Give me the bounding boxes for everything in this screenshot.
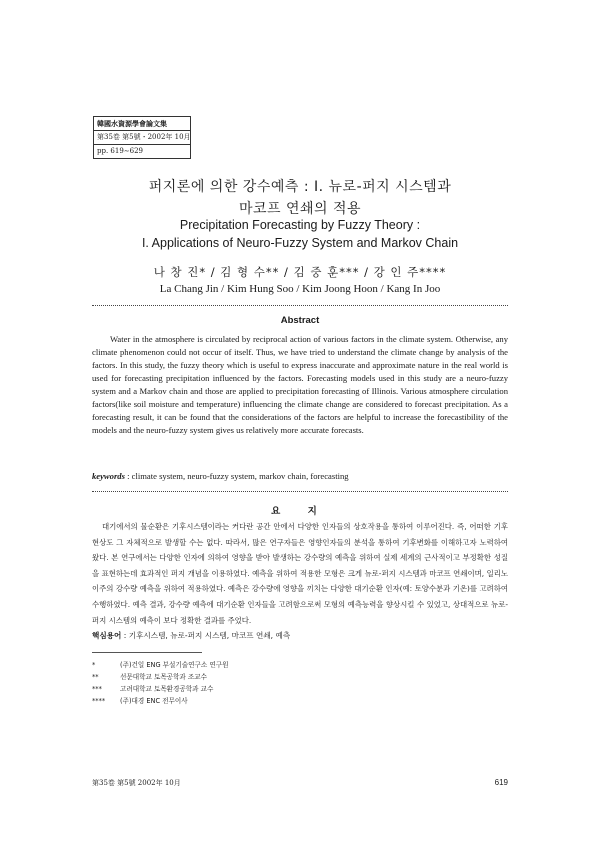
title-english-line1: Precipitation Forecasting by Fuzzy Theory : bbox=[179, 218, 421, 232]
footnote-rule bbox=[92, 652, 202, 653]
footnote-mark: *** bbox=[92, 685, 102, 693]
footer-journal-issue: 第35卷 第5號 2002年 10月 bbox=[92, 779, 181, 787]
footnote-text: (주)건일 ENG 부설기술연구소 연구원 bbox=[120, 661, 229, 669]
authors-korean: 나 창 진* / 김 형 수** / 김 중 훈*** / 강 인 주**** bbox=[153, 265, 447, 279]
top-divider bbox=[92, 305, 508, 306]
korean-abstract-body: 대기에서의 물순환은 기후시스템이라는 커다란 공간 안에서 다양한 인자들의 상호작용을 통하여 이루어진다. 즉, 어떠한 기후 현상도 그 자체적으로 발생할 수는 없다. 따라서, 많은 연구자들은 영향인자들의 분석을 통하여 기후변화를 이해하고자 노력하여 왔다. 본 연구에서는 다양한 인자에 의하여 영향을 받아 발생하는 강수량의 예측을 위하여 실제 세계의 근사적이고 부정확한 성질을 표현하는데 효과적인 퍼지 개념을 이용하였다. 예측을 위하여 적용한 모형은 크게 뉴로-퍼지 시스템과 마코프 연쇄이며, 일리노이주의 강수량 예측을 위하여 적용하였다. 예측은 강수량에 영향을 끼치는 다양한 대기순환 인자(예: 토양수분과 기온)를 고려하여 수행하였다. 예측 결과, 강수량 예측에 대기순환 인자들을 고려함으로써 모형의 예측능력을 향상시킬 수 있었고, 상대적으로 뉴로-퍼지 시스템의 예측이 보다 정확한 결과를 주었다. bbox=[92, 522, 508, 625]
journal-name: 韓國水資源學會論文集 bbox=[97, 119, 167, 128]
footnote bbox=[92, 695, 392, 707]
page-number: 619 bbox=[494, 778, 508, 787]
footnote bbox=[92, 659, 392, 671]
abstract-body: Water in the atmosphere is circulated by reciprocal action of various factors in the climate system. Otherwise, any climate phenomenon could not occur of itself. Thus, we have tried to understand the climate change by analysis of the factors. In this study, the fuzzy theory which is useful to express inaccurate and approximate nature in the real world is used for forecasting precipitation influenced by the factors. Forecasting models used in this study are a neuro-fuzzy system and a Markov chain and those are applied to precipitation forecasting of Illinois. Various atmosphere circulation factors(like soil moisture and temperature) influencing the climate change are considered to forecast precipitation. As a forecasting result, it can be found that the considerations of the factors are helpful to increase the forecastibility of the models and the neuro-fuzzy system gives us relatively more accurate forecasts. bbox=[92, 334, 508, 435]
korean-keywords-separator: : bbox=[121, 631, 129, 640]
footnote-text: 선문대학교 토목공학과 조교수 bbox=[120, 673, 207, 681]
keywords-label: keywords bbox=[92, 471, 125, 481]
authors-english: La Chang Jin / Kim Hung Soo / Kim Joong Hoon / Kang In Joo bbox=[159, 283, 441, 295]
footnote-text: (주)대경 ENC 전무이사 bbox=[120, 697, 188, 705]
keywords-line bbox=[92, 470, 508, 483]
footnotes bbox=[92, 659, 392, 707]
footnote-text: 고려대학교 토목환경공학과 교수 bbox=[120, 685, 214, 693]
footnote-mark: ** bbox=[92, 673, 99, 681]
title-korean-line1: 퍼지론에 의한 강수예측 : I. 뉴로-퍼지 시스템과 bbox=[148, 179, 452, 195]
korean-keywords-line bbox=[92, 629, 508, 642]
title-korean-line2: 마코프 연쇄의 적용 bbox=[238, 201, 362, 217]
footnote-mark: **** bbox=[92, 697, 106, 705]
journal-pages: pp. 619∼629 bbox=[94, 144, 190, 158]
footnote bbox=[92, 671, 392, 683]
keywords-separator: : bbox=[124, 471, 132, 481]
journal-volume: 第35卷 第5號・2002年 10月 bbox=[94, 130, 190, 144]
keywords-list: climate system, neuro-fuzzy system, markov chain, forecasting bbox=[131, 471, 349, 481]
middle-divider bbox=[92, 491, 508, 492]
journal-info-box bbox=[93, 116, 191, 159]
korean-keywords-list: 기후시스템, 뉴로-퍼지 시스템, 마코프 연쇄, 예측 bbox=[128, 631, 291, 640]
footnote-mark: * bbox=[92, 661, 96, 669]
korean-keywords-label: 핵심용어 bbox=[92, 631, 122, 640]
korean-abstract-heading: 요 지 bbox=[271, 506, 329, 517]
abstract-heading: Abstract bbox=[280, 315, 320, 326]
footnote bbox=[92, 683, 392, 695]
title-english-line2: I. Applications of Neuro-Fuzzy System and Markov Chain bbox=[141, 236, 459, 250]
